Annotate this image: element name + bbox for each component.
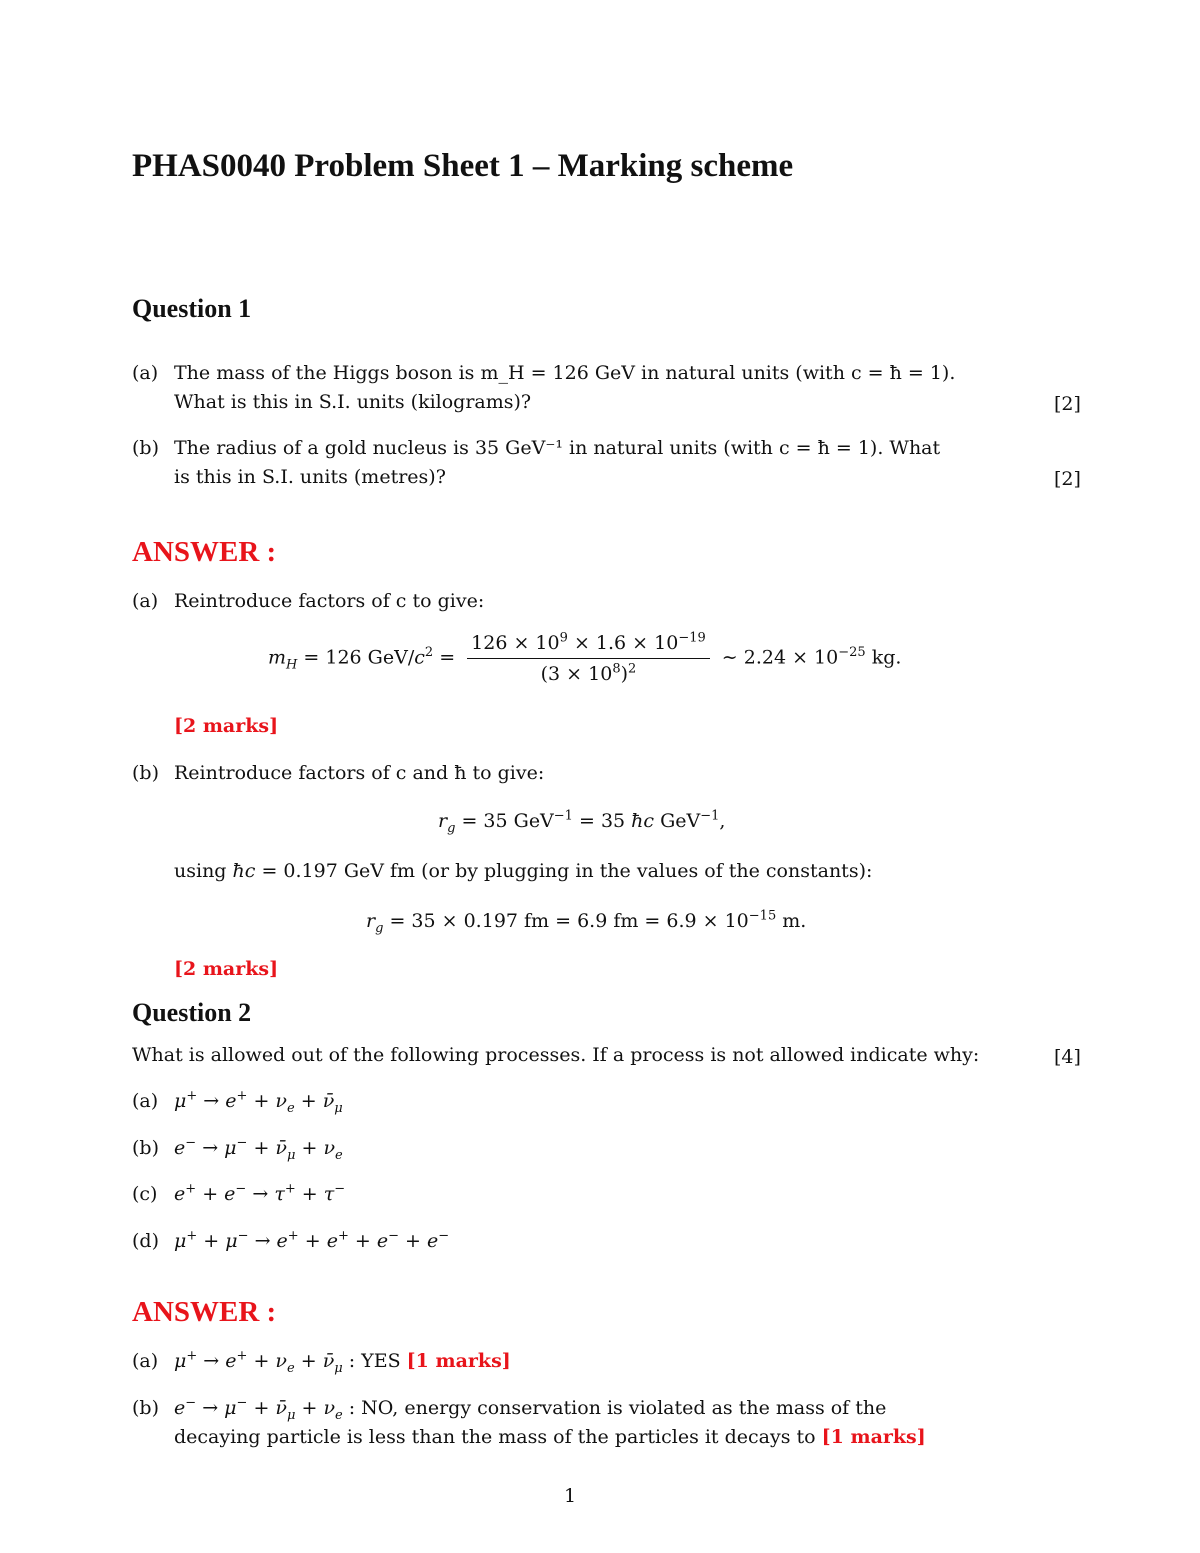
answer-1-heading: ANSWER : — [132, 536, 277, 568]
a1-a-text: Reintroduce factors of c to give: — [174, 590, 485, 612]
q2-item-d: μ+ + μ− → e+ + e+ + e− + e− — [174, 1228, 450, 1252]
q2-intro-marks: [4] — [1054, 1046, 1081, 1068]
q2-item-a: $\mu^+ \to e^+ + \nu_e$ + $\nū_\mu$ — [174, 1088, 343, 1116]
q1-a-line2: What is this in S.I. units (kilograms)? — [174, 391, 532, 413]
a2-b-line2-text: decaying particle is less than the mass of the particles it decays to — [174, 1426, 816, 1448]
page-number: 1 — [564, 1485, 577, 1507]
q2-item-label: (a) — [132, 1090, 159, 1112]
q2-item-b: $e^- \to \mu^- + \nū_\mu + \nu_e$ — [174, 1135, 343, 1163]
a1-a-equation: $m_H = 126$ GeV/$c^2$ = $\frac{126 \times 10^9 \times 1.6 \times 10^{-19}}{(3 \times 10^8)^2}$ ∼ $2.24 \times 10^{-25}$ kg. — [268, 630, 902, 685]
a2-a-marks: [1 marks] — [406, 1350, 511, 1372]
q2-item-label: (c) — [132, 1183, 158, 1205]
q2-intro: What is allowed out of the following processes. If a process is not allowed indicate why: — [132, 1044, 980, 1066]
a1-b-equation-1: $r_g = 35$ GeV$^{-1}$ = 35 ħc GeV$^{-1}$, — [438, 808, 726, 836]
q1-a-label: (a) — [132, 362, 159, 384]
q1-b-line2: is this in S.I. units (metres)? — [174, 466, 446, 488]
q1-b-line1: The radius of a gold nucleus is 35 GeV⁻¹ in natural units (with c = ħ = 1). What — [174, 437, 941, 459]
question-2-heading: Question 2 — [132, 998, 252, 1027]
q2-item-c: e+ + e− → τ+ + τ− — [174, 1181, 346, 1205]
q2-item-label: (b) — [132, 1137, 159, 1159]
a2-a-text: $\mu^+ \to e^+ + \nu_e$ + $\nū_\mu$ : YES [1 marks] — [174, 1348, 511, 1376]
a2-b-line2 — [174, 1426, 926, 1448]
a1-a-label: (a) — [132, 590, 159, 612]
q1-b-marks: [2] — [1054, 468, 1081, 490]
page-title: PHAS0040 Problem Sheet 1 – Marking scheme — [132, 148, 794, 184]
q1-a-marks: [2] — [1054, 393, 1081, 415]
a2-b-line1: $e^- \to \mu^- + \nū_\mu + \nu_e$ : NO, energy conservation is violated as the mass of the — [174, 1395, 887, 1423]
a1-b-label: (b) — [132, 762, 159, 784]
a1-b-equation-2: $r_g = 35 \times 0.197$ fm = 6.9 fm = $6.9 \times 10^{-15}$ m. — [366, 908, 807, 936]
a1-b-marks: [2 marks] — [174, 958, 279, 980]
q1-b-label: (b) — [132, 437, 159, 459]
q2-item-label: (d) — [132, 1230, 159, 1252]
q1-a-line1: The mass of the Higgs boson is m_H = 126 GeV in natural units (with c = ħ = 1). — [174, 362, 956, 384]
a2-b-marks: [1 marks] — [821, 1426, 926, 1448]
a1-b-using: using ħc = 0.197 GeV fm (or by plugging in the values of the constants): — [174, 860, 873, 882]
question-1-heading: Question 1 — [132, 294, 252, 323]
a2-b-label: (b) — [132, 1397, 159, 1419]
a1-b-text: Reintroduce factors of c and ħ to give: — [174, 762, 545, 784]
a1-a-marks: [2 marks] — [174, 715, 279, 737]
a2-a-label: (a) — [132, 1350, 159, 1372]
answer-2-heading: ANSWER : — [132, 1296, 277, 1328]
